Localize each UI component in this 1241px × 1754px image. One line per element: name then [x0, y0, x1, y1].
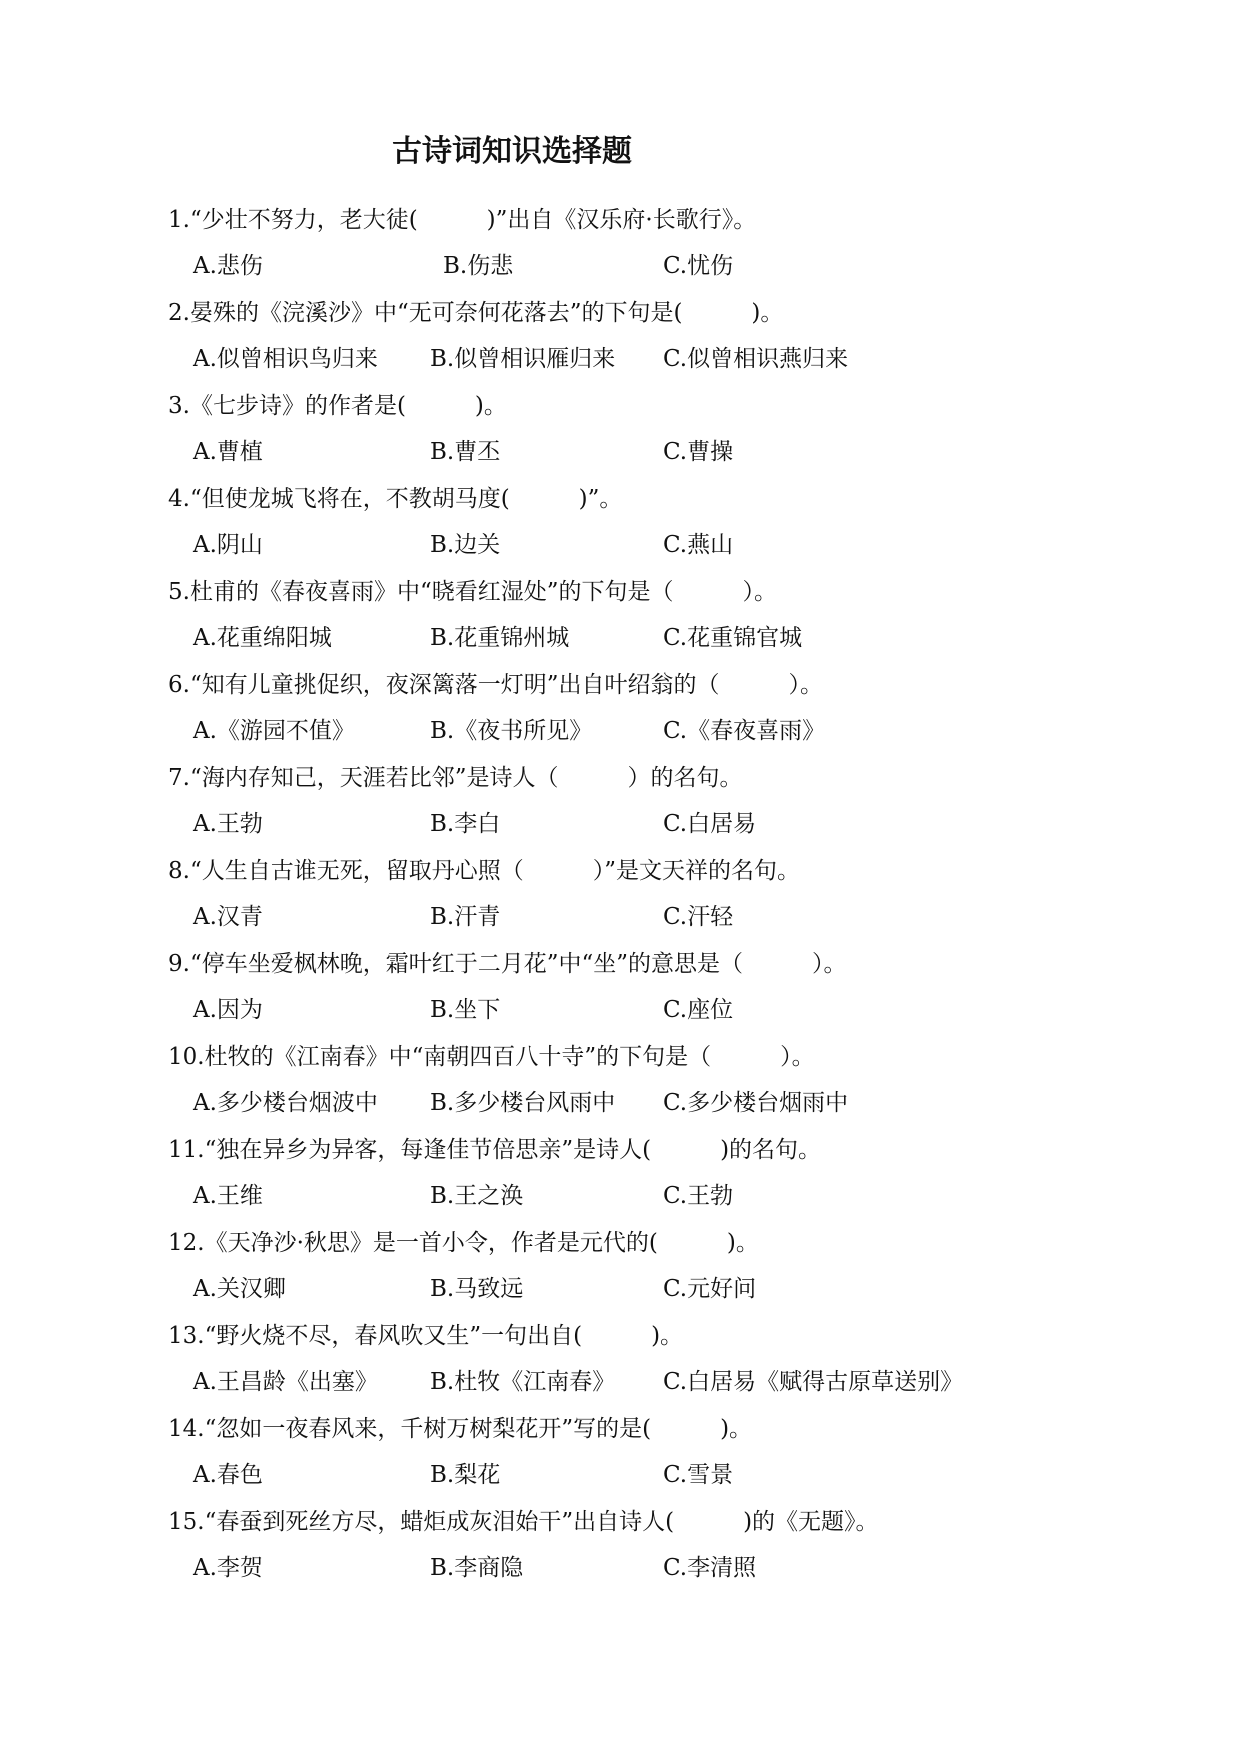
option-b: B.马致远 [430, 1276, 524, 1302]
option-row [193, 1546, 1153, 1590]
question-item [168, 1407, 1198, 1500]
question-item [168, 756, 1198, 849]
question-stem: 4.“但使龙城飞将在，不教胡马度( )”。 [168, 486, 623, 512]
option-a: A.春色 [193, 1462, 263, 1488]
option-b: B.李白 [430, 811, 501, 837]
option-a: A.王昌龄《出塞》 [193, 1369, 378, 1395]
question-item [168, 198, 1198, 291]
question-item [168, 291, 1198, 384]
option-row [193, 1174, 1153, 1218]
option-a: A.汉青 [193, 904, 263, 930]
question-stem: 14.“忽如一夜春风来，千树万树梨花开”写的是( )。 [168, 1416, 753, 1442]
option-c: C.燕山 [663, 532, 734, 558]
page-title: 古诗词知识选择题 [392, 134, 632, 169]
question-stem: 5.杜甫的《春夜喜雨》中“晓看红湿处”的下句是（ ）。 [168, 579, 777, 605]
option-row [193, 802, 1153, 846]
question-stem: 11.“独在异乡为异客，每逢佳节倍思亲”是诗人( )的名句。 [168, 1137, 822, 1163]
question-item [168, 942, 1198, 1035]
option-row [193, 337, 1153, 381]
option-c: C.李清照 [663, 1555, 757, 1581]
option-row [193, 1360, 1153, 1404]
option-row [193, 616, 1153, 660]
option-b: B.《夜书所见》 [430, 718, 593, 744]
option-a: A.似曾相识鸟归来 [193, 346, 378, 372]
option-a: A.悲伤 [193, 253, 263, 279]
option-c: C.王勃 [663, 1183, 734, 1209]
option-c: C.雪景 [663, 1462, 734, 1488]
question-stem: 15.“春蚕到死丝方尽，蜡炬成灰泪始干”出自诗人( )的《无题》。 [168, 1509, 879, 1535]
question-item [168, 663, 1198, 756]
option-b: B.李商隐 [430, 1555, 524, 1581]
option-c: C.《春夜喜雨》 [663, 718, 826, 744]
option-row [193, 988, 1153, 1032]
option-a: A.李贺 [193, 1555, 263, 1581]
question-stem: 12.《天净沙·秋思》是一首小令，作者是元代的( )。 [168, 1230, 759, 1256]
option-c: C.白居易《赋得古原草送别》 [663, 1369, 964, 1395]
question-stem: 9.“停车坐爱枫林晚，霜叶红于二月花”中“坐”的意思是（ ）。 [168, 951, 847, 977]
option-b: B.汗青 [430, 904, 501, 930]
option-row [193, 709, 1153, 753]
question-item [168, 1035, 1198, 1128]
question-item [168, 477, 1198, 570]
question-stem: 2.晏殊的《浣溪沙》中“无可奈何花落去”的下句是( )。 [168, 300, 784, 326]
question-stem: 13.“野火烧不尽，春风吹又生”一句出自( )。 [168, 1323, 684, 1349]
option-c: C.多少楼台烟雨中 [663, 1090, 849, 1116]
option-a: A.《游园不值》 [193, 718, 355, 744]
option-row [193, 430, 1153, 474]
question-item [168, 384, 1198, 477]
option-a: A.关汉卿 [193, 1276, 286, 1302]
option-row [193, 244, 1153, 288]
question-item [168, 570, 1198, 663]
option-c: C.白居易 [663, 811, 757, 837]
question-item [168, 1128, 1198, 1221]
option-a: A.曹植 [193, 439, 263, 465]
option-b: B.杜牧《江南春》 [430, 1369, 616, 1395]
option-c: C.元好问 [663, 1276, 757, 1302]
option-b: B.多少楼台风雨中 [430, 1090, 616, 1116]
option-c: C.花重锦官城 [663, 625, 803, 651]
option-a: A.多少楼台烟波中 [193, 1090, 378, 1116]
question-item [168, 1314, 1198, 1407]
question-stem: 1.“少壮不努力，老大徒( )”出自《汉乐府·长歌行》。 [168, 207, 757, 233]
option-row [193, 895, 1153, 939]
option-a: A.花重绵阳城 [193, 625, 332, 651]
option-a: A.王勃 [193, 811, 263, 837]
option-b: B.梨花 [430, 1462, 501, 1488]
option-a: A.王维 [193, 1183, 263, 1209]
option-a: A.因为 [193, 997, 263, 1023]
option-c: C.似曾相识燕归来 [663, 346, 849, 372]
option-c: C.座位 [663, 997, 734, 1023]
option-c: C.曹操 [663, 439, 734, 465]
question-stem: 8.“人生自古谁无死，留取丹心照（ ）”是文天祥的名句。 [168, 858, 800, 884]
question-item [168, 1221, 1198, 1314]
question-stem: 10.杜牧的《江南春》中“南朝四百八十寺”的下句是（ ）。 [168, 1044, 815, 1070]
option-b: B.伤悲 [443, 253, 514, 279]
option-c: C.忧伤 [663, 253, 734, 279]
option-row [193, 523, 1153, 567]
question-item [168, 1500, 1198, 1593]
option-row [193, 1081, 1153, 1125]
question-list [168, 198, 1198, 1593]
option-row [193, 1453, 1153, 1497]
option-b: B.曹丕 [430, 439, 501, 465]
question-item [168, 849, 1198, 942]
option-row [193, 1267, 1153, 1311]
question-stem: 6.“知有儿童挑促织，夜深篱落一灯明”出自叶绍翁的（ ）。 [168, 672, 823, 698]
option-a: A.阴山 [193, 532, 263, 558]
option-b: B.王之涣 [430, 1183, 524, 1209]
question-stem: 7.“海内存知己，天涯若比邻”是诗人（ ）的名句。 [168, 765, 743, 791]
option-b: B.边关 [430, 532, 501, 558]
option-b: B.花重锦州城 [430, 625, 570, 651]
question-stem: 3.《七步诗》的作者是( )。 [168, 393, 507, 419]
option-b: B.似曾相识雁归来 [430, 346, 616, 372]
option-b: B.坐下 [430, 997, 501, 1023]
option-c: C.汗轻 [663, 904, 734, 930]
